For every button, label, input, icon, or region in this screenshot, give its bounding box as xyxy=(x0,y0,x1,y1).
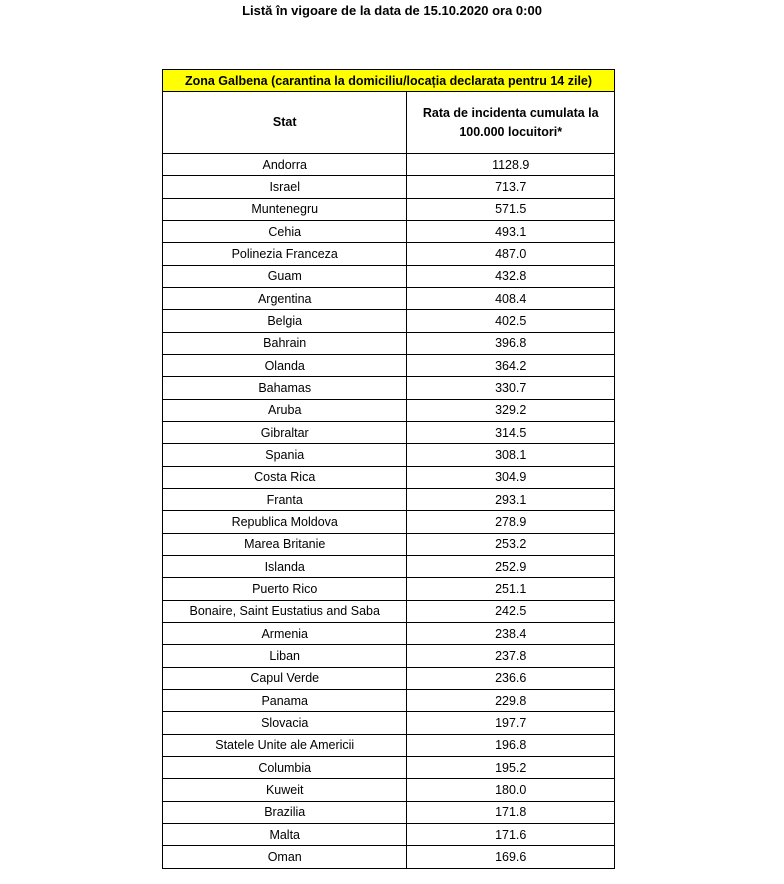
table-row xyxy=(163,511,615,533)
country-cell: Capul Verde xyxy=(163,667,407,689)
table-row xyxy=(163,310,615,332)
country-cell: Slovacia xyxy=(163,712,407,734)
rate-cell: 396.8 xyxy=(407,332,615,354)
rate-cell: 238.4 xyxy=(407,622,615,644)
column-header-rate-line2: 100.000 locuitori* xyxy=(459,124,563,139)
rate-cell: 237.8 xyxy=(407,645,615,667)
zone-header-row xyxy=(163,70,615,92)
table-row xyxy=(163,712,615,734)
country-cell: Bahrain xyxy=(163,332,407,354)
rate-cell: 196.8 xyxy=(407,734,615,756)
table-row xyxy=(163,622,615,644)
table-row xyxy=(163,645,615,667)
rate-cell: 293.1 xyxy=(407,488,615,510)
rate-cell: 713.7 xyxy=(407,176,615,198)
country-cell: Muntenegru xyxy=(163,198,407,220)
table-body xyxy=(163,154,615,869)
rate-cell: 171.8 xyxy=(407,801,615,823)
country-cell: Costa Rica xyxy=(163,466,407,488)
country-cell: Belgia xyxy=(163,310,407,332)
country-cell: Gibraltar xyxy=(163,421,407,443)
rate-cell: 253.2 xyxy=(407,533,615,555)
table-row xyxy=(163,198,615,220)
country-cell: Argentina xyxy=(163,287,407,309)
rate-cell: 571.5 xyxy=(407,198,615,220)
country-cell: Puerto Rico xyxy=(163,578,407,600)
table-row xyxy=(163,377,615,399)
table-row xyxy=(163,176,615,198)
country-cell: Islanda xyxy=(163,555,407,577)
rate-cell: 1128.9 xyxy=(407,154,615,176)
country-cell: Spania xyxy=(163,444,407,466)
country-cell: Statele Unite ale Americii xyxy=(163,734,407,756)
table-row xyxy=(163,578,615,600)
zone-label: Zona Galbena (carantina la domiciliu/locația declarata pentru 14 zile) xyxy=(163,70,615,92)
country-cell: Kuweit xyxy=(163,779,407,801)
rate-cell: 197.7 xyxy=(407,712,615,734)
table-row xyxy=(163,287,615,309)
rate-cell: 329.2 xyxy=(407,399,615,421)
rate-cell: 487.0 xyxy=(407,243,615,265)
country-cell: Israel xyxy=(163,176,407,198)
rate-cell: 195.2 xyxy=(407,756,615,778)
country-cell: Cehia xyxy=(163,220,407,242)
table-row xyxy=(163,600,615,622)
rate-cell: 314.5 xyxy=(407,421,615,443)
table-row xyxy=(163,689,615,711)
rate-cell: 408.4 xyxy=(407,287,615,309)
column-header-row xyxy=(163,92,615,154)
rate-cell: 236.6 xyxy=(407,667,615,689)
country-cell: Oman xyxy=(163,846,407,868)
country-cell: Panama xyxy=(163,689,407,711)
table-row xyxy=(163,488,615,510)
rate-cell: 364.2 xyxy=(407,354,615,376)
rate-cell: 402.5 xyxy=(407,310,615,332)
rate-cell: 171.6 xyxy=(407,823,615,845)
table-row xyxy=(163,734,615,756)
country-cell: Bahamas xyxy=(163,377,407,399)
rate-cell: 169.6 xyxy=(407,846,615,868)
table-row xyxy=(163,421,615,443)
table-row xyxy=(163,243,615,265)
country-cell: Bonaire, Saint Eustatius and Saba xyxy=(163,600,407,622)
rate-cell: 251.1 xyxy=(407,578,615,600)
table-row xyxy=(163,154,615,176)
table-row xyxy=(163,265,615,287)
table-row xyxy=(163,220,615,242)
table-row xyxy=(163,756,615,778)
rate-cell: 229.8 xyxy=(407,689,615,711)
country-cell: Republica Moldova xyxy=(163,511,407,533)
table-row xyxy=(163,332,615,354)
incidence-table xyxy=(162,69,615,869)
country-cell: Armenia xyxy=(163,622,407,644)
country-cell: Franta xyxy=(163,488,407,510)
rate-cell: 242.5 xyxy=(407,600,615,622)
page-title: Listă în vigoare de la data de 15.10.2020 ora 0:00 xyxy=(242,3,542,18)
column-header-rate-line1: Rata de incidenta cumulata la xyxy=(422,105,599,120)
table-row xyxy=(163,533,615,555)
country-cell: Andorra xyxy=(163,154,407,176)
column-header-rate xyxy=(407,92,615,154)
country-cell: Guam xyxy=(163,265,407,287)
table-row xyxy=(163,846,615,868)
country-cell: Marea Britanie xyxy=(163,533,407,555)
country-cell: Brazilia xyxy=(163,801,407,823)
table-row xyxy=(163,667,615,689)
rate-cell: 493.1 xyxy=(407,220,615,242)
rate-cell: 304.9 xyxy=(407,466,615,488)
rate-cell: 432.8 xyxy=(407,265,615,287)
table-row xyxy=(163,801,615,823)
country-cell: Olanda xyxy=(163,354,407,376)
rate-cell: 278.9 xyxy=(407,511,615,533)
rate-cell: 308.1 xyxy=(407,444,615,466)
table-row xyxy=(163,779,615,801)
country-cell: Polinezia Franceza xyxy=(163,243,407,265)
table-row xyxy=(163,555,615,577)
column-header-country: Stat xyxy=(163,92,407,154)
country-cell: Malta xyxy=(163,823,407,845)
table-row xyxy=(163,823,615,845)
rate-cell: 180.0 xyxy=(407,779,615,801)
table-row xyxy=(163,444,615,466)
rate-cell: 252.9 xyxy=(407,555,615,577)
table-row xyxy=(163,354,615,376)
rate-cell: 330.7 xyxy=(407,377,615,399)
table-row xyxy=(163,399,615,421)
table-row xyxy=(163,466,615,488)
country-cell: Columbia xyxy=(163,756,407,778)
country-cell: Aruba xyxy=(163,399,407,421)
country-cell: Liban xyxy=(163,645,407,667)
